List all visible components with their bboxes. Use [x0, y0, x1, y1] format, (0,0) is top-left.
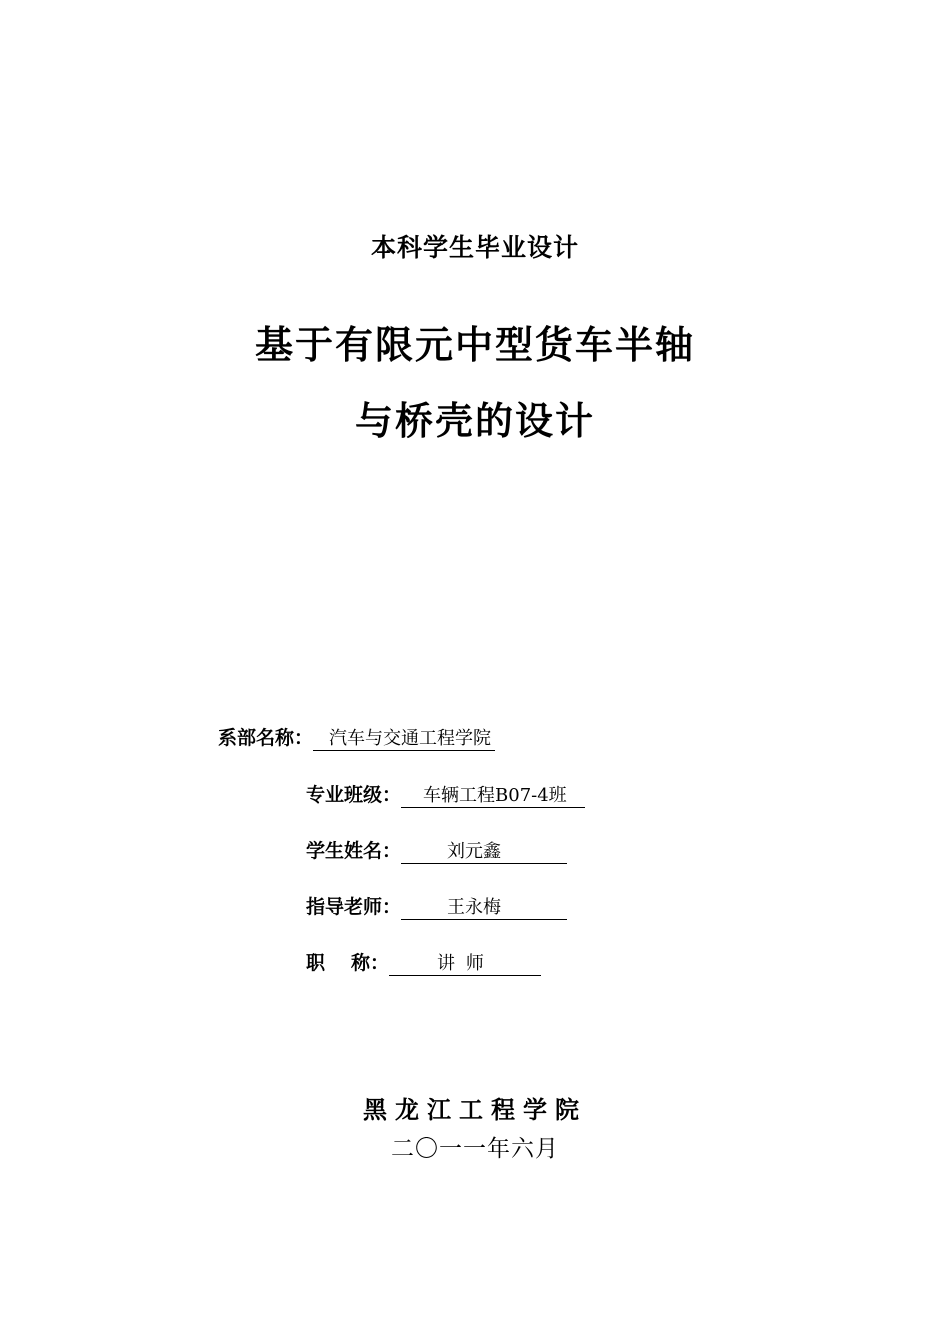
submission-date: 二〇一一年六月: [391, 1136, 559, 1162]
academic-title-label-part1: 职: [306, 952, 326, 974]
academic-title-value: 讲 师: [389, 953, 541, 976]
student-value: 刘元鑫: [401, 841, 567, 864]
advisor-row: [306, 894, 567, 920]
academic-title-row: [306, 950, 541, 976]
department-row: [218, 725, 495, 751]
class-value: 车辆工程B07-4班: [401, 785, 585, 808]
academic-title-label-part2: 称：: [351, 952, 390, 974]
advisor-label: 指导老师：: [306, 896, 402, 918]
department-value: 汽车与交通工程学院: [313, 728, 495, 751]
class-row: [306, 782, 585, 808]
thesis-title-line-1: 基于有限元中型货车半轴: [254, 322, 695, 367]
advisor-value: 王永梅: [401, 897, 567, 920]
thesis-title-line-2: 与桥壳的设计: [354, 398, 595, 443]
department-label: 系部名称：: [218, 727, 314, 749]
class-label: 专业班级：: [306, 784, 402, 806]
student-label: 学生姓名：: [306, 840, 402, 862]
school-name: 黑龙江工程学院: [363, 1095, 587, 1124]
cover-subtitle: 本科学生毕业设计: [370, 233, 579, 262]
student-row: [306, 838, 567, 864]
